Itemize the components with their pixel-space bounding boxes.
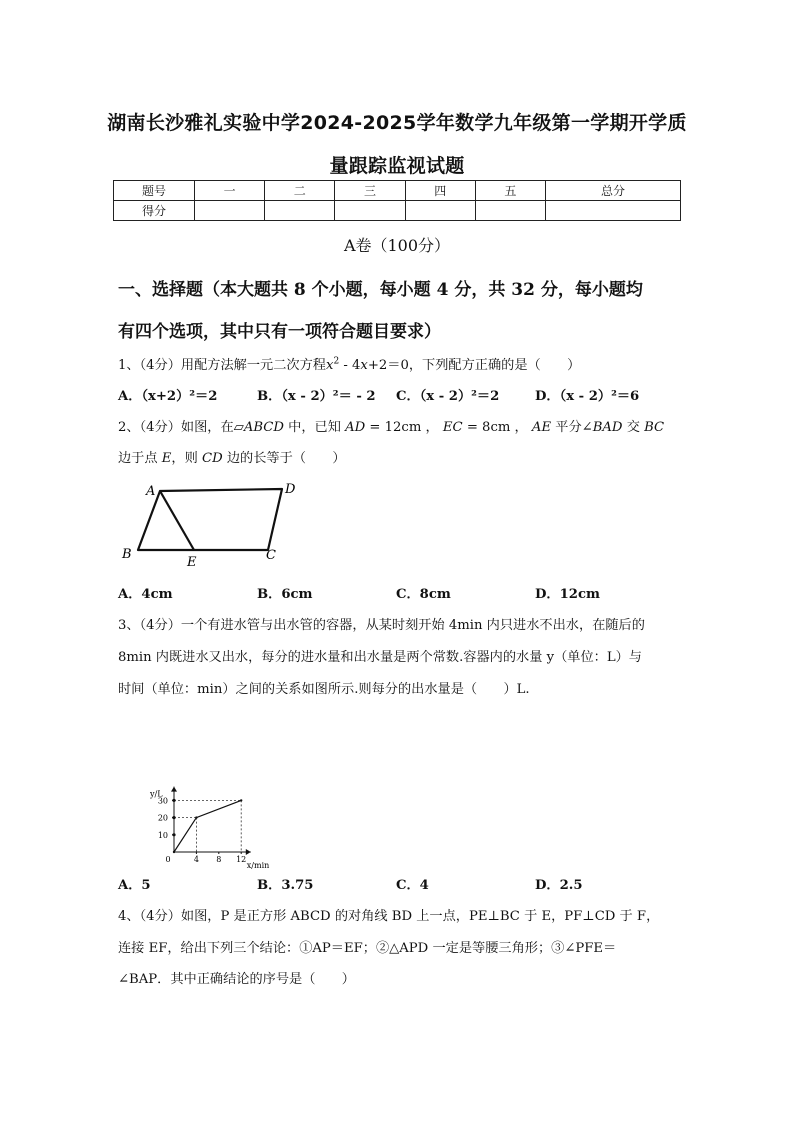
q2-options — [118, 583, 678, 603]
label-d: D — [285, 482, 296, 497]
q1-var-x: x — [326, 358, 334, 373]
q1-prefix: 1、（4分）用配方法解一元二次方程 — [118, 358, 326, 373]
q2-option-c[interactable]: C．8cm — [396, 587, 451, 602]
score-input-cell[interactable] — [195, 201, 265, 221]
q1-exponent: 2 — [333, 356, 340, 367]
score-table-header-row — [114, 181, 681, 201]
x-tick-label: 4 — [193, 855, 199, 864]
score-input-cell[interactable] — [475, 201, 545, 221]
q2-option-b[interactable]: B．6cm — [257, 587, 313, 602]
y-axis-dot — [172, 833, 175, 836]
q3-option-a[interactable]: A．5 — [118, 878, 151, 893]
q2-stem-line1 — [118, 416, 664, 435]
q1-eq-mid: - 4 — [339, 358, 361, 373]
label-b: B — [122, 547, 132, 562]
parallelogram-abcd — [138, 489, 282, 550]
q2-text-d: = 8cm ， — [462, 420, 532, 435]
score-input-cell[interactable] — [405, 201, 475, 221]
q4-stem-line3: ∠BAP．其中正确结论的序号是（ ） — [118, 972, 355, 987]
q2-stem-line2 — [118, 447, 346, 466]
score-header-cell: 五 — [475, 181, 545, 201]
q2-ae: AE — [531, 420, 552, 435]
q2-bad: BAD — [592, 420, 623, 435]
section1-heading-line1: 一、选择题（本大题共 8 个小题，每小题 4 分，共 32 分，每小题均 — [118, 280, 643, 300]
q2-ad: AD — [345, 420, 366, 435]
x-axis-label: x/min — [246, 861, 270, 870]
score-header-cell: 四 — [405, 181, 475, 201]
q3-option-d[interactable]: D．2.5 — [535, 878, 583, 893]
series-line — [174, 800, 241, 852]
q4-stem-line2: 连接 EF，给出下列三个结论：①AP＝EF；②△APD 一定是等腰三角形；③∠PFE＝ — [118, 941, 617, 956]
label-e: E — [187, 555, 197, 570]
q3-stem-line1: 3、（4分）一个有进水管与出水管的容器，从某时刻开始 4min 内只进水不出水，在随后的 — [118, 618, 645, 633]
q1-option-b[interactable]: B．（x - 2）²＝ - 2 — [257, 389, 376, 404]
score-header-cell: 总分 — [546, 181, 681, 201]
q2-line2-c: 边的长等于（ ） — [222, 451, 346, 466]
score-table-score-row — [114, 201, 681, 221]
q3-option-b[interactable]: B．3.75 — [257, 878, 314, 893]
x-tick-label: 12 — [236, 855, 247, 864]
score-input-cell[interactable] — [546, 201, 681, 221]
q4-stem-line1: 4、（4分）如图，P 是正方形 ABCD 的对角线 BD 上一点，PE⊥BC 于 E，PF⊥CD 于 F， — [118, 909, 660, 924]
q3-option-c[interactable]: C．4 — [396, 878, 429, 893]
q3-line-chart — [140, 702, 300, 870]
parallelogram-icon: ▱ — [233, 420, 244, 435]
data-point — [173, 851, 175, 853]
q2-parallelogram-figure — [118, 478, 318, 576]
y-tick-label: 20 — [157, 813, 168, 823]
label-a: A — [146, 484, 156, 499]
score-input-cell[interactable] — [335, 201, 405, 221]
q2-text-e: 平分∠ — [551, 420, 593, 435]
q1-option-c[interactable]: C．（x - 2）²＝2 — [396, 389, 500, 404]
exam-title-line1: 湖南长沙雅礼实验中学2024-2025学年数学九年级第一学期开学质 — [107, 112, 687, 134]
segment-ae — [160, 491, 194, 550]
score-header-cell: 二 — [265, 181, 335, 201]
q1-var-x2: x — [360, 358, 368, 373]
q2-text-f: 交 — [622, 420, 645, 435]
score-input-cell[interactable] — [265, 201, 335, 221]
q1-eq-rest: +2＝0，下列配方正确的是（ ） — [367, 358, 581, 373]
q2-bc: BC — [644, 420, 665, 435]
x-tick-label: 0 — [165, 855, 171, 864]
x-axis-arrow-icon — [246, 849, 251, 855]
score-header-cell: 一 — [195, 181, 265, 201]
q2-text-a: 2、（4分）如图，在 — [118, 420, 234, 435]
y-axis-dot — [172, 816, 175, 819]
y-tick-label: 30 — [157, 796, 168, 806]
q2-line2-a: 边于点 — [118, 451, 162, 466]
q2-line2-b: ，则 — [171, 451, 202, 466]
label-c: C — [266, 548, 276, 563]
score-row-label: 得分 — [114, 201, 195, 221]
x-tick-label: 8 — [216, 855, 222, 864]
q2-option-d[interactable]: D．12cm — [535, 587, 600, 602]
q2-text-c: = 12cm ， — [365, 420, 443, 435]
data-point — [195, 816, 197, 818]
volume-heading: A卷（100分） — [343, 236, 451, 255]
q2-e: E — [161, 451, 172, 466]
score-header-cell: 三 — [335, 181, 405, 201]
q2-ec: EC — [442, 420, 463, 435]
section1-heading-line2: 有四个选项，其中只有一项符合题目要求） — [118, 322, 441, 342]
exam-title-line2: 量跟踪监视试题 — [329, 155, 465, 177]
y-axis-label: y/L — [150, 789, 163, 799]
q2-cd: CD — [201, 451, 223, 466]
score-table — [113, 180, 681, 221]
data-point — [240, 799, 242, 801]
q2-option-a[interactable]: A．4cm — [118, 587, 173, 602]
q2-text-b: 中，已知 — [283, 420, 346, 435]
q1-option-a[interactable]: A．（x+2）²＝2 — [118, 389, 218, 404]
q1-options — [118, 385, 678, 405]
y-tick-label: 10 — [157, 830, 168, 840]
y-axis-arrow-icon — [171, 787, 177, 792]
q1-option-d[interactable]: D．（x - 2）²＝6 — [535, 389, 640, 404]
score-header-cell: 题号 — [114, 181, 195, 201]
q1-stem — [118, 354, 580, 373]
q3-stem-line3: 时间（单位：min）之间的关系如图所示.则每分的出水量是（ ）L. — [118, 682, 530, 697]
q3-stem-line2: 8min 内既进水又出水，每分的进水量和出水量是两个常数.容器内的水量 y（单位：L）与 — [118, 650, 642, 665]
y-axis-dot — [172, 799, 175, 802]
q2-abcd: ABCD — [243, 420, 284, 435]
q3-options — [118, 874, 678, 894]
